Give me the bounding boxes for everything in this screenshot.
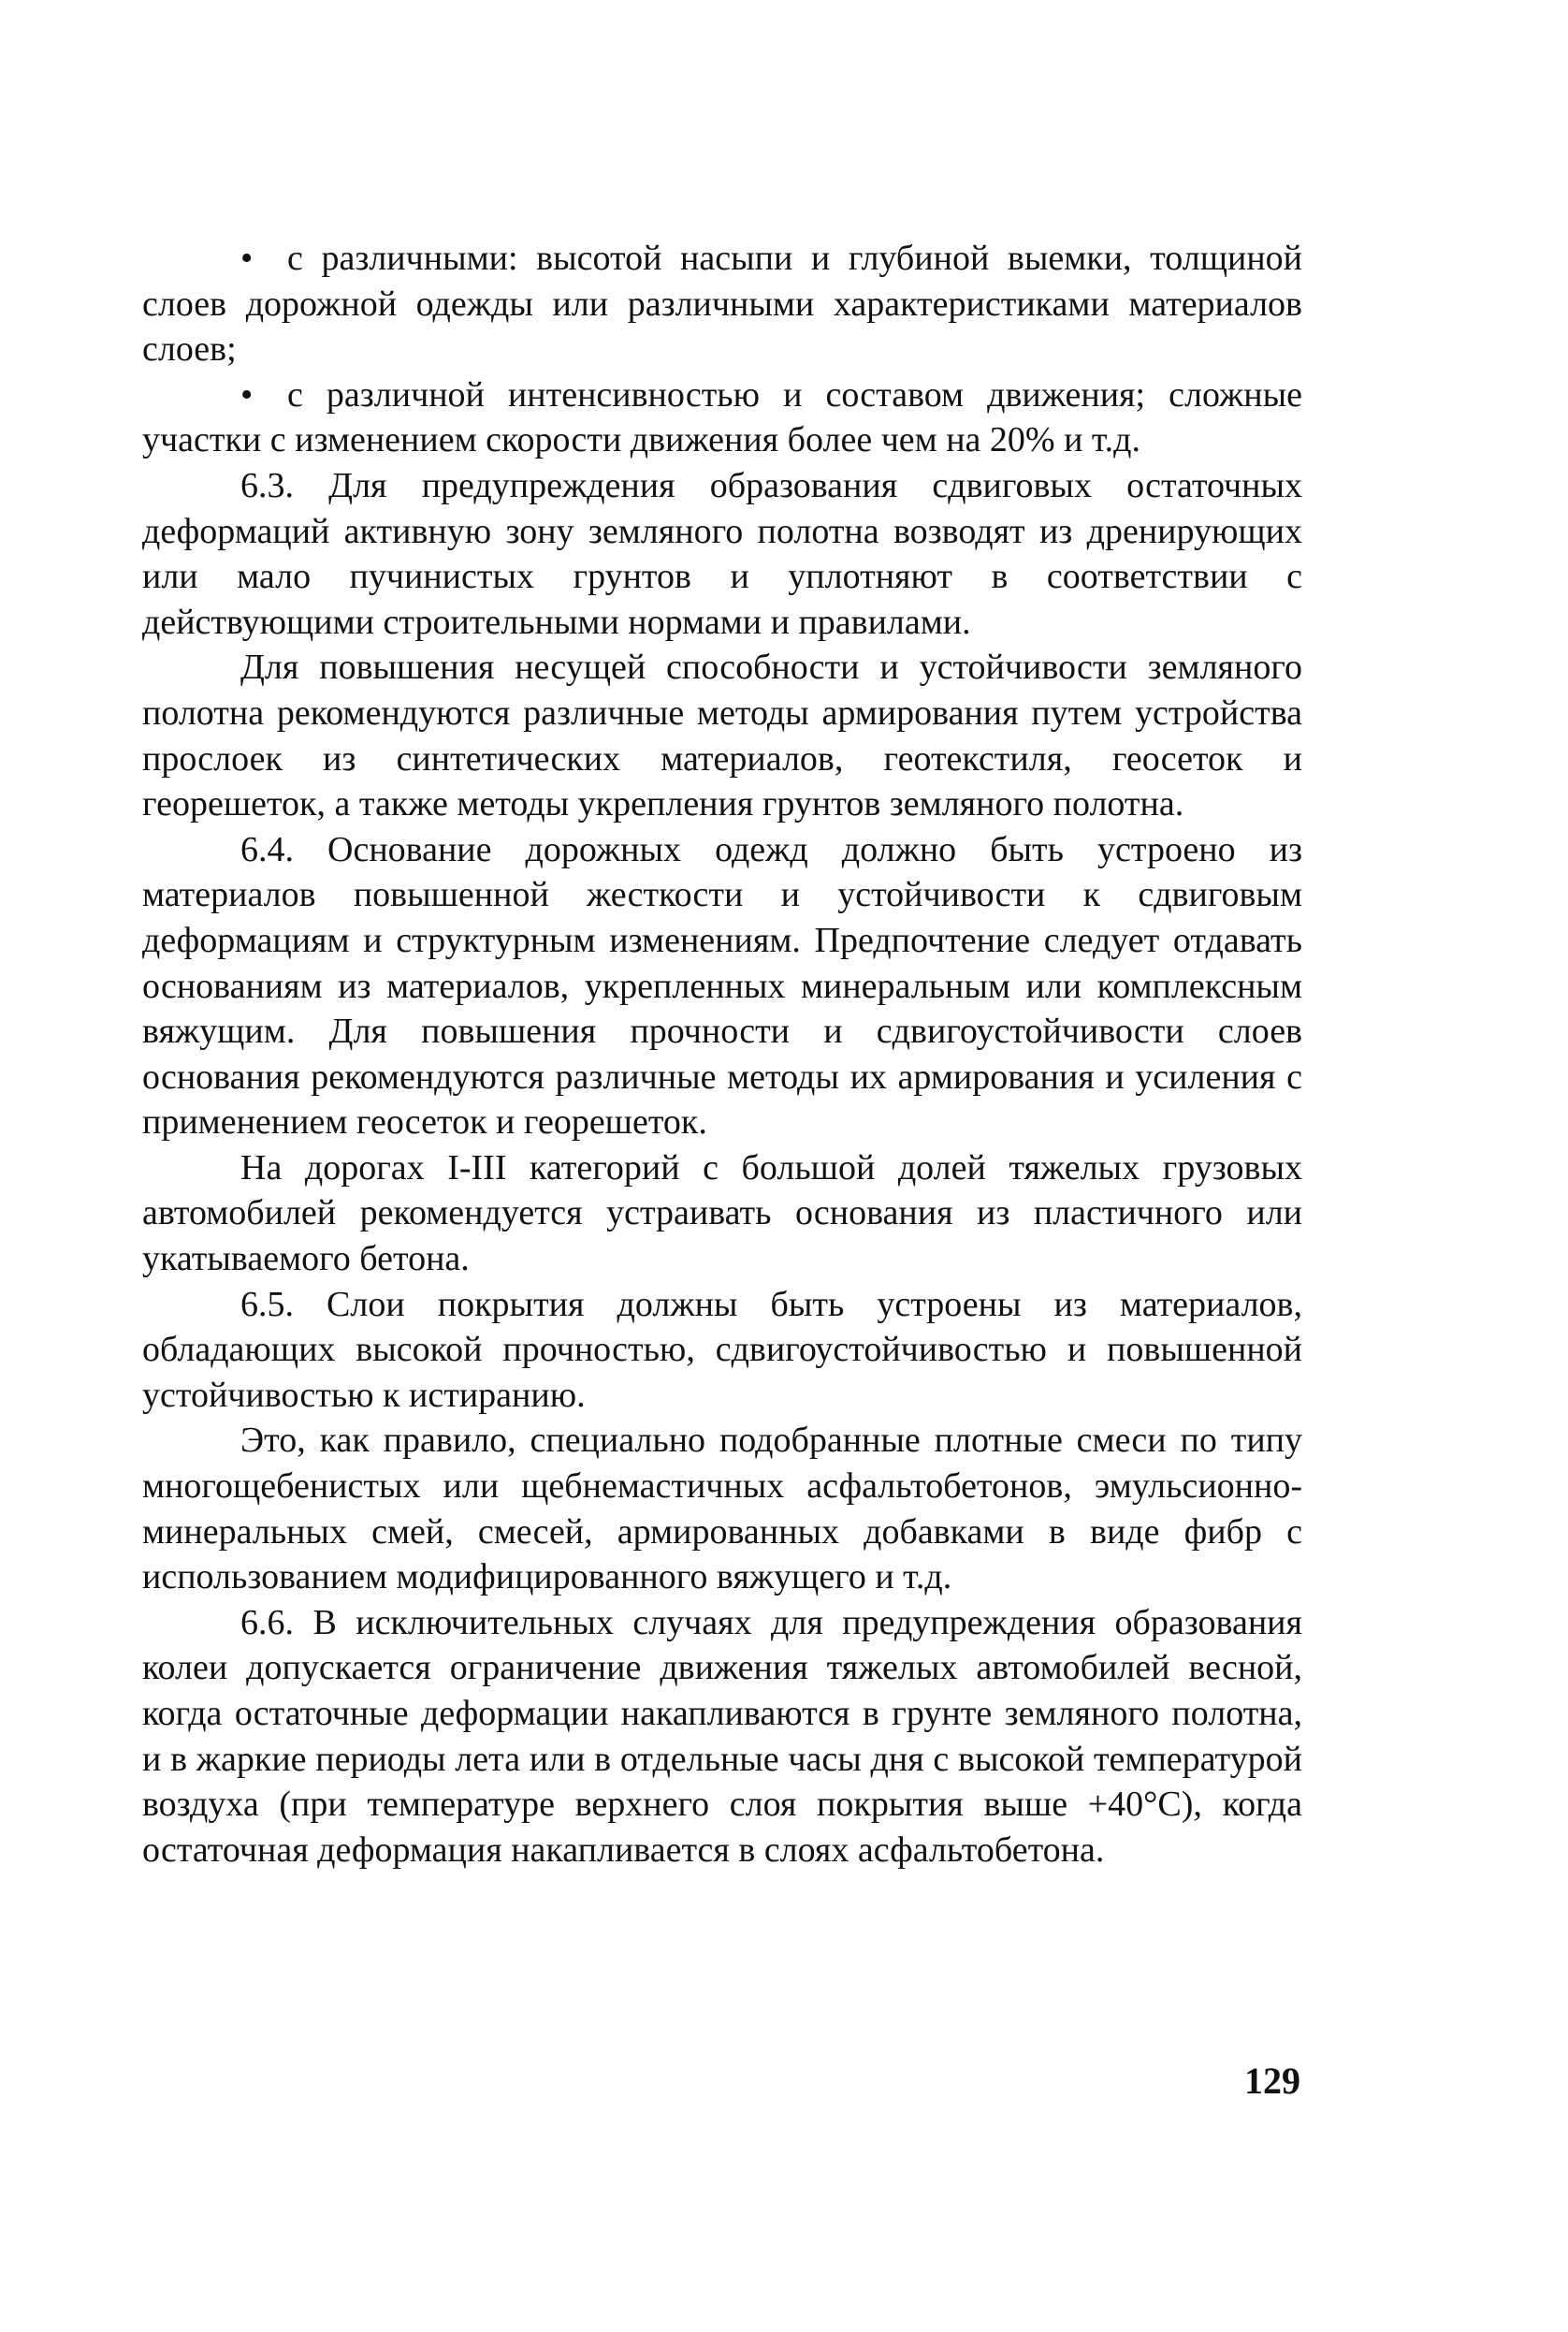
bullet-item-traffic-intensity: • с различной интенсивностью и составом движения; сложные участки с изменением скорости движения более чем на 20% и т.д. (142, 372, 1302, 463)
paragraph-road-categories: На дорогах I-III категорий с большой долей тяжелых грузовых автомобилей рекомендуется устраивать основания из пластичного или укатываемого бетона. (142, 1147, 1302, 1279)
bullet-item-height-thickness: • с различными: высотой насыпи и глубиной выемки, толщиной слоев дорожной одежды или различными характеристиками материалов слоев; (142, 236, 1302, 372)
paragraph-6-6: 6.6. В исключительных случаях для предупреждения образования колеи допускается ограничение движения тяжелых автомобилей весной, когда остаточные деформации накапливаются в грунте земляного полотна, и в жаркие периоды лета или в отдельные часы дня с высокой температурой воздуха (при температуре верхнего слоя покрытия выше +40°С), когда остаточная деформация накапливается в слоях асфальтобетона. (142, 1602, 1302, 1870)
paragraph-reinforcement: Для повышения несущей способности и устойчивости земляного полотна рекомендуются различные методы армирования путем устройства прослоек из синтетических материалов, геотекстиля, геосеток и георешеток, а также методы укрепления грунтов земляного полотна. (142, 648, 1302, 824)
paragraph-6-4: 6.4. Основание дорожных одежд должно быть устроено из материалов повышенной жесткости и устойчивости к сдвиговым деформациям и структурным изменениям. Предпочтение следует отдавать основаниям из материалов, укрепленных минеральным или комплексным вяжущим. Для повышения прочности и сдвигоустойчивости слоев основания рекомендуются различные методы их армирования и усиления с применением геосеток и георешеток. (142, 829, 1302, 1143)
paragraph-6-3: 6.3. Для предупреждения образования сдвиговых остаточных деформаций активную зону земляного полотна возводят из дренирующих или мало пучинистых грунтов и уплотняют в соответствии с действующими строительными нормами и правилами. (142, 465, 1302, 642)
page-number: 129 (1244, 2060, 1300, 2102)
paragraph-6-5: 6.5. Слои покрытия должны быть устроены из материалов, обладающих высокой прочностью, сдвигоустойчивостью и повышенной устойчивостью к истиранию. (142, 1284, 1302, 1415)
paragraph-mixtures: Это, как правило, специально подобранные плотные смеси по типу многощебенистых или щебнемастичных асфальтобетонов, эмульсионно-минеральных смей, смесей, армированных добавками в виде фибр с использованием модифицированного вяжущего и т.д. (142, 1421, 1302, 1597)
body-text (142, 236, 1302, 1873)
